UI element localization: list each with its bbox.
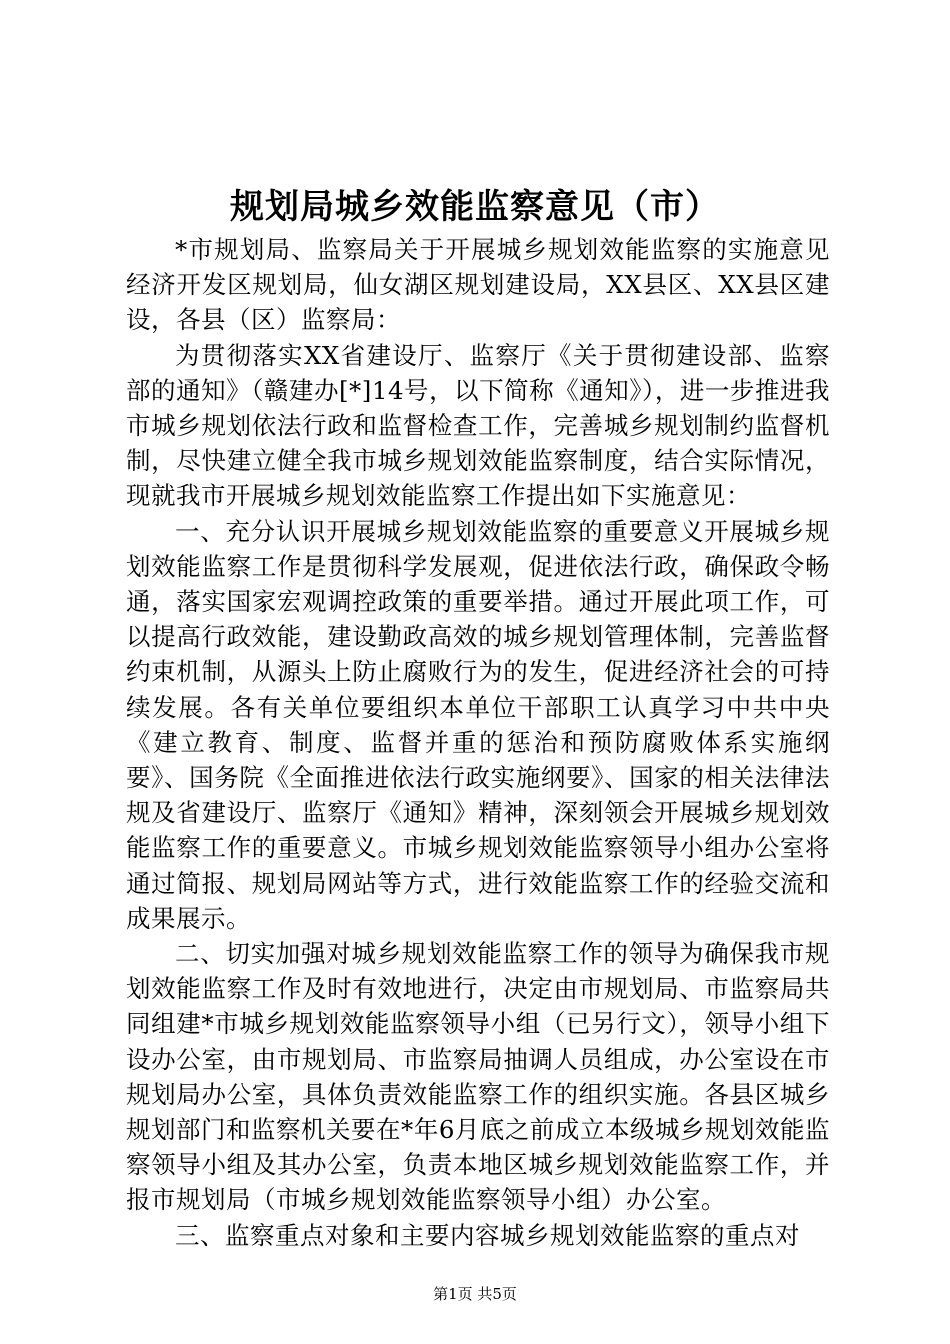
paragraph-intro: *市规划局、监察局关于开展城乡规划效能监察的实施意见经济开发区规划局，仙女湖区规划建设局，XX县区、XX县区建设，各县（区）监察局： xyxy=(126,235,830,335)
paragraph-section-3: 三、监察重点对象和主要内容城乡规划效能监察的重点对 xyxy=(175,1220,800,1250)
paragraph-section-1: 一、充分认识开展城乡规划效能监察的重要意义开展城乡规划效能监察工作是贯彻科学发展观，促进依法行政，确保政令畅通，落实国家宏观调控政策的重要举措。通过开展此项工作，可以提高行政效能，建设勤政高效的城乡规划管理体制，完善监督约束机制，从源头上防止腐败行为的发生，促进经济社会的可持续发展。各有关单位要组织本单位干部职工认真学习中共中央《建立教育、制度、监督并重的惩治和预防腐败体系实施纲要》、国务院《全面推进依法行政实施纲要》、国家的相关法律法规及省建设厅、监察厅《通知》精神，深刻领会开展城乡规划效能监察工作的重要意义。市城乡规划效能监察领导小组办公室将通过简报、规划局网站等方式，进行效能监察工作的经验交流和成果展示。 xyxy=(126,516,830,933)
document-body xyxy=(126,232,830,1253)
paragraph-purpose: 为贯彻落实XX省建设厅、监察厅《关于贯彻建设部、监察部的通知》（赣建办[*]14号，以下简称《通知》），进一步推进我市城乡规划依法行政和监督检查工作，完善城乡规划制约监督机制，尽快建立健全我市城乡规划效能监察制度，结合实际情况，现就我市开展城乡规划效能监察工作提出如下实施意见： xyxy=(126,340,830,511)
paragraph-section-2: 二、切实加强对城乡规划效能监察工作的领导为确保我市规划效能监察工作及时有效地进行，决定由市规划局、市监察局共同组建*市城乡规划效能监察领导小组（已另行文），领导小组下设办公室，由市规划局、市监察局抽调人员组成，办公室设在市规划局办公室，具体负责效能监察工作的组织实施。各县区城乡规划部门和监察机关要在*年6月底之前成立本级城乡规划效能监察领导小组及其办公室，负责本地区城乡规划效能监察工作，并报市规划局（市城乡规划效能监察领导小组）办公室。 xyxy=(126,939,830,1215)
document-title: 规划局城乡效能监察意见（市） xyxy=(230,187,720,227)
page-number-footer: 第1页 共5页 xyxy=(433,1285,517,1303)
